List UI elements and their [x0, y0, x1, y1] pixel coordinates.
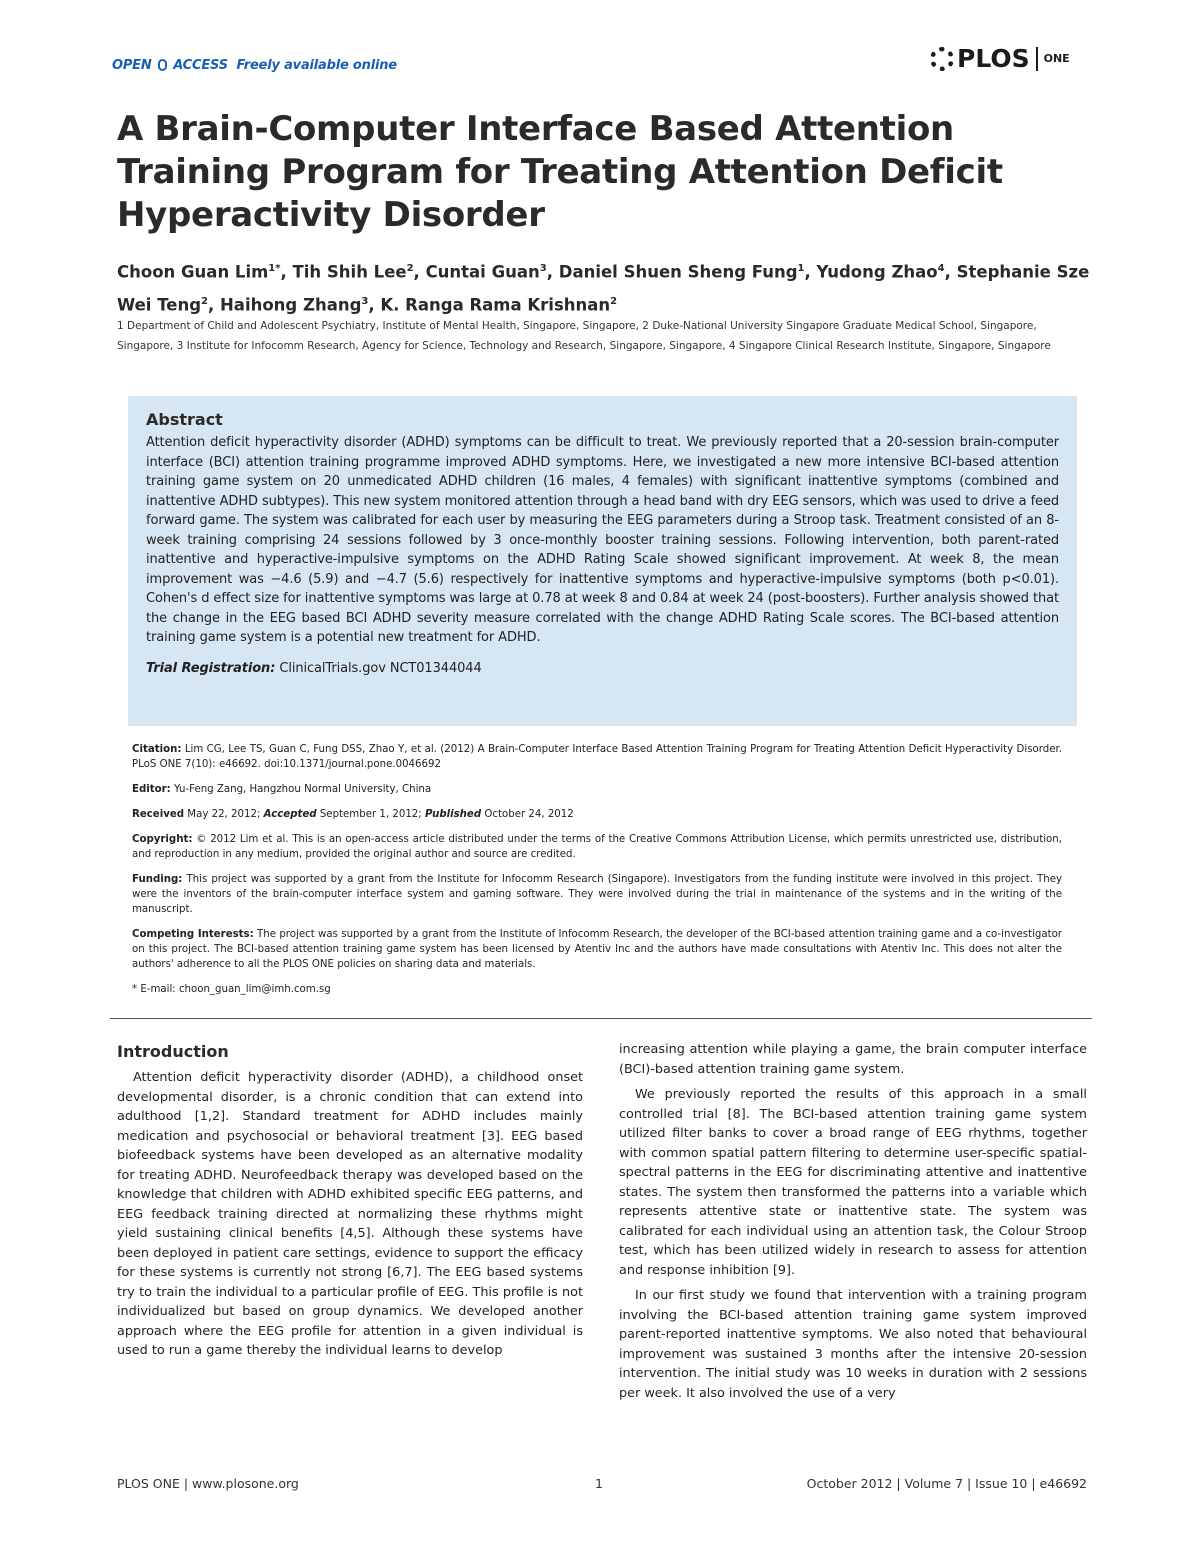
copyright [132, 832, 1062, 862]
divider [110, 1018, 1092, 1019]
right-column [619, 1040, 1087, 1409]
citation [132, 742, 1062, 772]
trial-label: Trial Registration: [146, 660, 276, 676]
affiliations: 1 Department of Child and Adolescent Psychiatry, Institute of Mental Health, Singapore, Singapore, 2 Duke-National University Singapore Graduate Medical School, Singapore, Singapore, 3 Institute for Infocomm Research, Agency for Science, Technology and Research, Singapore, Singapore, 4 Singapore Clinical Research Institute, Singapore, Singapore [117, 320, 1051, 352]
abstract-box [128, 396, 1077, 726]
page-number: 1 [595, 1476, 603, 1491]
copyright-label: Copyright: [132, 834, 193, 845]
funding [132, 872, 1062, 917]
article-metadata [132, 742, 1062, 1007]
paragraph: In our first study we found that intervention with a training program involving the BCI-based attention training game system improved parent-reported inattentive symptoms. We also noted that behavioural improvement was sustained 3 months after the intensive 20-session intervention. The initial study was 10 weeks in duration with 2 sessions per week. It also involved the use of a very [619, 1288, 1087, 1401]
editor-label: Editor: [132, 784, 171, 795]
author: Cuntai Guan [425, 262, 540, 282]
logo-text: PLOS [957, 44, 1030, 73]
open-label: OPEN [112, 58, 152, 73]
logo-subtext: ONE [1043, 52, 1070, 65]
funding-label: Funding: [132, 874, 183, 885]
citation-text: Lim CG, Lee TS, Guan C, Fung DSS, Zhao Y, et al. (2012) A Brain-Computer Interface Based Attention Training Program for Treating Attention Deficit Hyperactivity Disorder. PLoS ONE 7(10): e46692. doi:10.1371/journal.pone.0046692 [132, 744, 1062, 770]
author: Daniel Shuen Sheng Fung [558, 262, 798, 282]
open-access-banner [112, 58, 397, 73]
author: Choon Guan Lim [117, 262, 269, 282]
author: Yudong Zhao [816, 262, 938, 282]
accepted-label: Accepted [263, 809, 317, 820]
copyright-text: © 2012 Lim et al. This is an open-access article distributed under the terms of the Creative Commons Attribution License, which permits unrestricted use, distribution, and reproduction in any medium, provided the original author and source are credited. [132, 834, 1062, 860]
author-list: Choon Guan Lim$^{1*}$, Tih Shih Lee$^2$, Cuntai Guan$^3$, Daniel Shuen Sheng Fung$^1$, Yudong Zhao$^4$, Stephanie Sze Wei Teng$^2$, Haihong Zhang$^3$, K. Ranga Rama Krishnan$^2$ [117, 262, 1090, 314]
competing-text: The project was supported by a grant from the Institute of Infocomm Research, the developer of the BCI-based attention training game and a co-investigator on this project. The BCI-based attention training game system has been licensed by Atentiv Inc and the authors have made consultations with Atentiv Inc. This does not alter the authors' adherence to all the PLOS ONE policies on sharing data and materials. [132, 929, 1062, 970]
footer-issue: October 2012 | Volume 7 | Issue 10 | e46692 [806, 1476, 1087, 1491]
author-sup: 2 [406, 263, 414, 274]
received-label: Received [132, 809, 185, 820]
abstract-heading: Abstract [146, 410, 223, 429]
author-sup: 1 [797, 263, 805, 274]
author-sup: 3 [361, 295, 369, 307]
editor [132, 782, 1062, 797]
author: Haihong Zhang [220, 295, 362, 314]
dates [132, 807, 1062, 822]
freely-available-label: Freely available online [236, 58, 397, 73]
lock-icon [158, 59, 167, 71]
abstract-text: Attention deficit hyperactivity disorder (ADHD) symptoms can be difficult to treat. We previously reported that a 20-session brain-computer interface (BCI) attention training programme improved ADHD symptoms. Here, we investigated a new more intensive BCI-based attention training game system on 20 unmedicated ADHD children (16 males, 4 females) with significant inattentive symptoms (combined and inattentive ADHD subtypes). This new system monitored attention through a head band with dry EEG sensors, which was used to drive a feed forward game. The system was calibrated for each user by measuring the EEG parameters during a Stroop task. Treatment consisted of an 8-week training comprising 24 sessions followed by 3 once-monthly booster training sessions. Following intervention, both parent-rated inattentive and hyperactive-impulsive symptoms on the ADHD Rating Scale showed significant improvement. At week 8, the mean improvement was −4.6 (5.9) and −4.7 (5.6) respectively for inattentive symptoms and hyperactive-impulsive symptoms (both p<0.01). Cohen's d effect size for inattentive symptoms was large at 0.78 at week 8 and 0.84 at week 24 (post-boosters). Further analysis showed that the change in the EEG based BCI ADHD severity measure correlated with the change ADHD Rating Scale scores. The BCI-based attention training game system is a potential new treatment for ADHD. [146, 435, 1059, 645]
published-date: October 24, 2012 [484, 809, 574, 820]
accepted-date: September 1, 2012; [319, 809, 422, 820]
plos-logo-icon [930, 47, 954, 71]
logo-divider [1036, 47, 1038, 71]
paragraph: We previously reported the results of this approach in a small controlled trial [8]. The BCI-based attention training game system utilized filter banks to cover a broad range of EEG rhythms, together with common spatial pattern filtering to determine user-specific spatial-spectral patterns in the EEG for discriminating attentive and inattentive states. The system then transformed the patterns into a variable which represents attentive state or inattentive state. The system was calibrated for each individual using an attention task, the Colour Stroop test, which has been utilized widely in research to assess for attention and response inhibition [9]. [619, 1087, 1087, 1278]
competing-label: Competing Interests: [132, 929, 254, 940]
trial-registration [146, 659, 1059, 679]
trial-link[interactable]: ClinicalTrials.gov NCT01344044 [279, 660, 482, 676]
author-sup: 2 [201, 295, 208, 307]
access-label: ACCESS [173, 58, 228, 73]
author-sup: 2 [610, 295, 618, 307]
received-date: May 22, 2012; [187, 809, 261, 820]
citation-label: Citation: [132, 744, 182, 755]
editor-text: Yu-Feng Zang, Hangzhou Normal University, China [173, 784, 432, 795]
section-heading: Introduction [117, 1042, 229, 1061]
journal-logo [930, 44, 1070, 73]
paragraph: Attention deficit hyperactivity disorder (ADHD), a childhood onset developmental disorder, is a chronic condition that can extend into adulthood [1,2]. Standard treatment for ADHD includes mainly medication and psychosocial or behavioral treatment [3]. EEG based biofeedback systems have been developed as an alternative modality for treating ADHD. Neurofeedback therapy was developed based on the knowledge that children with ADHD exhibited specific EEG patterns, and EEG feedback training directed at normalizing these rhythms might yield sustaining clinical benefits [4,5]. Although these systems have been deployed in patient care settings, evidence to support the efficacy for these systems is currently not strong [6,7]. The EEG based systems try to train the individual to a particular profile of EEG. This profile is not individualized but based on group dynamics. We developed another approach where the EEG profile for attention in a given individual is used to run a game thereby the individual learns to develop [117, 1070, 583, 1358]
email[interactable]: * E-mail: choon_guan_lim@imh.com.sg [132, 984, 331, 995]
published-label: Published [424, 809, 482, 820]
author-sup: 3 [539, 263, 547, 274]
left-column [117, 1040, 583, 1367]
author: K. Ranga Rama Krishnan [380, 295, 611, 314]
funding-text: This project was supported by a grant from the Institute for Infocomm Research (Singapore). Investigators from the funding institute were involved in this project. They were the inventors of the brain-computer interface system and gaming software. They were involved during the trial in maintenance of the systems and in the writing of the manuscript. [132, 874, 1062, 915]
author: Stephanie Sze Wei Teng [117, 262, 1090, 314]
footer-journal[interactable]: PLOS ONE | www.plosone.org [117, 1476, 299, 1491]
author-sup: 1* [268, 263, 281, 274]
paper-title: A Brain-Computer Interface Based Attention Training Program for Treating Attention Deficit Hyperactivity Disorder [117, 109, 1003, 235]
competing-interests [132, 927, 1062, 972]
author-sup: 4 [937, 263, 945, 274]
author: Tih Shih Lee [292, 262, 407, 282]
paragraph: increasing attention while playing a game, the brain computer interface (BCI)-based attention training game system. [619, 1042, 1087, 1077]
